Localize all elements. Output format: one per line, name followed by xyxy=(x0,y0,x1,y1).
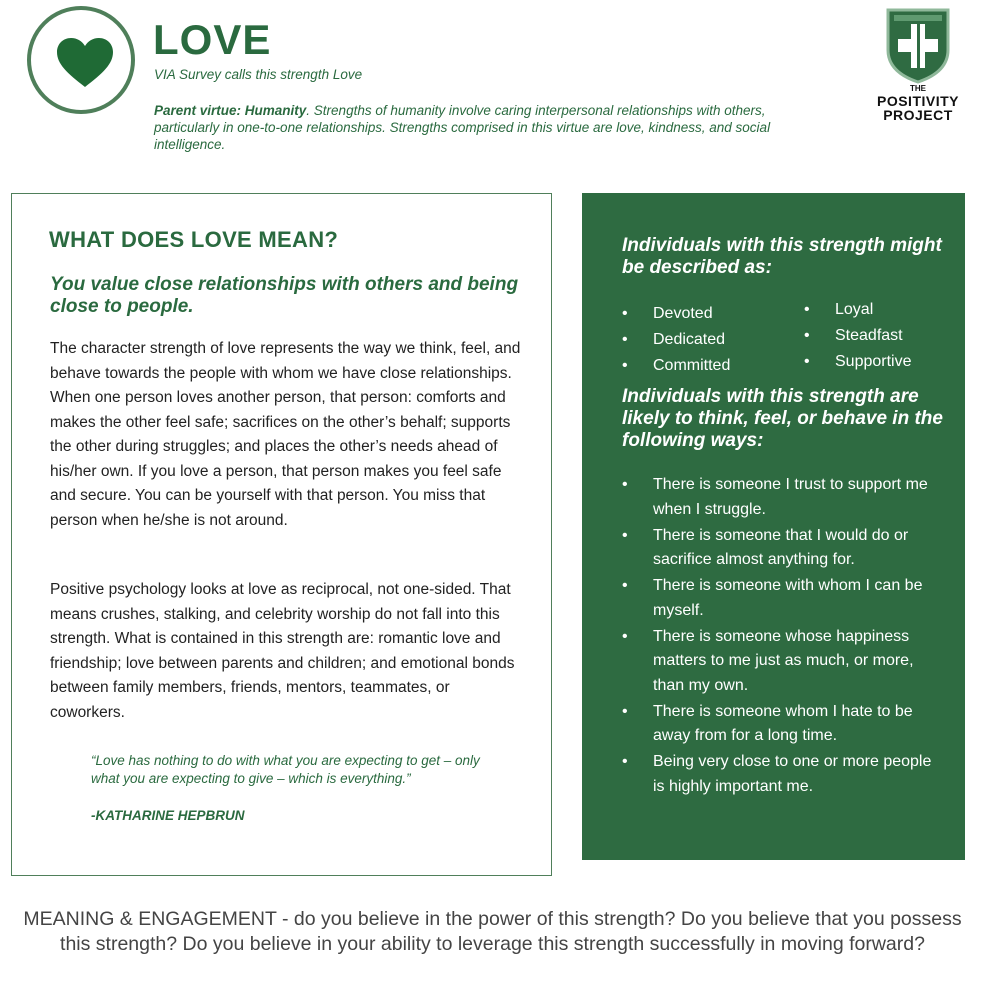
list-item: • Supportive xyxy=(804,349,912,375)
meaning-panel xyxy=(11,193,552,876)
virtue-text: . Strengths of humanity involve caring interpersonal relationships with others, particularly in one-to-one relationships. Strengths comprised in this virtue are love, kindness, and social intelligence. xyxy=(154,103,771,152)
list-item: • Dedicated xyxy=(622,327,730,353)
list-item: • Steadfast xyxy=(804,323,912,349)
list-item: • There is someone whose happiness matters to me just as much, or more, than my own. xyxy=(622,625,942,699)
page-subtitle: VIA Survey calls this strength Love xyxy=(154,67,363,82)
behaviors-heading: Individuals with this strength are likely to think, feel, or behave in the following ways: xyxy=(622,386,943,451)
footer-prompt: MEANING & ENGAGEMENT - do you believe in the power of this strength? Do you believe that you possess this strength? Do you believe in your ability to leverage this strength successfully in moving forward? xyxy=(23,908,962,955)
logo-line2: PROJECT xyxy=(883,107,953,123)
quote-text: “Love has nothing to do with what you are expecting to get – only what you are expecting to give – which is everything.” xyxy=(91,753,480,786)
trait-list-1 xyxy=(622,301,730,379)
meaning-paragraph-2: Positive psychology looks at love as reciprocal, not one-sided. That means crushes, stalking, and celebrity worship do not fall into this strength. What is contained in this strength are: romantic love and friendship; love between parents and children; and emotional bonds between family members, friends, mentors, teammates, or coworkers. xyxy=(50,581,515,721)
logo-line1: POSITIVITY xyxy=(876,93,959,109)
behavior-list xyxy=(622,473,942,801)
list-item: • Devoted xyxy=(622,301,730,327)
logo-the: THE xyxy=(910,84,926,93)
parent-virtue xyxy=(154,102,804,153)
list-item: • There is someone with whom I can be myself. xyxy=(622,574,942,623)
page-title: LOVE xyxy=(153,16,272,63)
strength-badge xyxy=(27,6,135,114)
traits-panel xyxy=(582,193,965,860)
virtue-label: Parent virtue: Humanity xyxy=(154,103,307,118)
meaning-subheading: You value close relationships with others and being close to people. xyxy=(50,274,519,317)
described-heading: Individuals with this strength might be described as: xyxy=(622,235,942,278)
meaning-paragraph-1: The character strength of love represents the way we think, feel, and behave towards the people with whom we have close relationships. When one person loves another person, that person: comforts and makes the other feel safe; sacrifices on the other’s behalf; supports the other during struggles; and places the other’s needs ahead of his/her own. If you love a person, that person makes you feel safe and secure. You can be yourself with that person. You miss that person when he/she is not around. xyxy=(50,340,521,529)
list-item: • Loyal xyxy=(804,297,912,323)
list-item: • There is someone that I would do or sacrifice almost anything for. xyxy=(622,524,942,573)
list-item: • There is someone I trust to support me when I struggle. xyxy=(622,473,942,522)
list-item: • Committed xyxy=(622,353,730,379)
logo-wordmark xyxy=(868,84,968,122)
list-item: • There is someone whom I hate to be away from for a long time. xyxy=(622,700,942,749)
heart-icon xyxy=(55,37,115,89)
meaning-heading: WHAT DOES LOVE MEAN? xyxy=(49,227,339,252)
trait-list-2 xyxy=(804,297,912,375)
quote-author: -KATHARINE HEPBRUN xyxy=(91,808,245,823)
list-item: • Being very close to one or more people is highly important me. xyxy=(622,750,942,799)
